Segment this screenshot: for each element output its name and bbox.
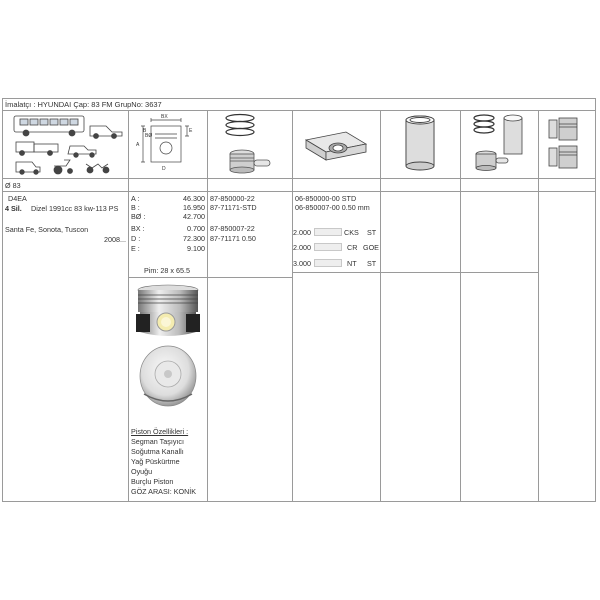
icon-row-bottom — [2, 178, 596, 179]
piston-set-icon — [545, 114, 593, 174]
dimension-label: D : — [131, 234, 141, 243]
svg-text:E: E — [189, 128, 193, 134]
dimension-value: 46.300 — [183, 194, 205, 203]
dimension-label: BØ : — [131, 212, 146, 221]
cylinder-liner-icon — [400, 114, 440, 176]
dimension-value: 16.950 — [183, 203, 205, 212]
ring-width: 2.000 — [293, 243, 311, 252]
diameter-label: Ø 83 — [5, 181, 21, 190]
ring-type: CR — [347, 243, 358, 252]
svg-text:BØ: BØ — [145, 133, 153, 139]
engine-description: Dizel 1991cc 83 kw-113 PS — [31, 204, 119, 213]
dimension-label: A : — [131, 194, 140, 203]
data-row-bottom — [128, 277, 292, 278]
piston-features-title: Piston Özellikleri : — [131, 427, 189, 436]
ring-part-number: 06-850000-00 STD — [295, 194, 357, 203]
data-row-bottom — [292, 272, 538, 273]
ring-type: CKS — [344, 228, 359, 237]
piston-pin-icon — [300, 128, 374, 172]
svg-text:B: B — [143, 128, 147, 134]
dimension-value: 42.700 — [183, 212, 205, 221]
model-year: 2008... — [104, 235, 126, 244]
vehicle-models: Santa Fe, Sonota, Tuscon — [5, 225, 89, 234]
ring-type: NT — [347, 259, 357, 268]
diameter-row-bottom — [2, 191, 596, 192]
svg-text:A: A — [136, 142, 140, 148]
ring-width: 2.000 — [293, 228, 311, 237]
liner-kit-icon — [470, 112, 532, 176]
dimension-label: E : — [131, 244, 140, 253]
piston-top-photo — [138, 344, 198, 408]
ring-swatch — [314, 228, 342, 236]
list-item: Burçlu Piston — [131, 477, 174, 486]
list-item: Yağ Püskürtme — [131, 457, 180, 466]
dimension-value: 72.300 — [183, 234, 205, 243]
ring-part-number: 06-850007-00 0.50 mm — [295, 203, 370, 212]
icon-divider — [207, 110, 208, 502]
ring-width: 3.000 — [293, 259, 311, 268]
svg-text:D: D — [162, 166, 166, 172]
pin-size: Pim: 28 x 65.5 — [144, 266, 190, 275]
engine-cylinders: 4 Sil. — [5, 204, 22, 213]
vehicle-types-icon — [10, 112, 126, 176]
header-divider — [2, 110, 596, 111]
dimension-value: 0.700 — [187, 224, 205, 233]
list-item: Segman Taşıyıcı — [131, 437, 184, 446]
icon-divider — [538, 110, 539, 502]
icon-divider — [128, 110, 129, 502]
list-item: Oyuğu — [131, 467, 153, 476]
icon-divider — [380, 110, 381, 502]
list-item: Soğutma Kanallı — [131, 447, 184, 456]
dimension-label: B : — [131, 203, 140, 212]
ring-swatch — [314, 259, 342, 267]
ring-coating: ST — [367, 228, 377, 237]
header-text: İmalatçı : HYUNDAI Çap: 83 FM GrupNo: 3637 — [5, 100, 162, 109]
piston-part-number: 87-71171 0.50 — [210, 234, 256, 243]
ring-swatch — [314, 243, 342, 251]
piston-and-rings-icon — [218, 112, 284, 176]
engine-code: D4EA — [8, 194, 27, 203]
svg-text:BX: BX — [161, 114, 168, 120]
piston-part-number: 87-71171-STD — [210, 203, 257, 212]
dimension-value: 9.100 — [187, 244, 205, 253]
piston-side-photo — [136, 284, 200, 340]
piston-dimension-diagram-icon — [133, 114, 203, 174]
list-item: GÖZ ARASI: KONİK — [131, 487, 197, 496]
icon-divider — [292, 110, 293, 502]
ring-coating: GOE — [363, 243, 379, 252]
piston-part-number: 87-850007-22 — [210, 224, 255, 233]
ring-coating: ST — [367, 259, 377, 268]
piston-part-number: 87-850000-22 — [210, 194, 255, 203]
dimension-label: BX : — [131, 224, 145, 233]
icon-divider — [460, 110, 461, 502]
